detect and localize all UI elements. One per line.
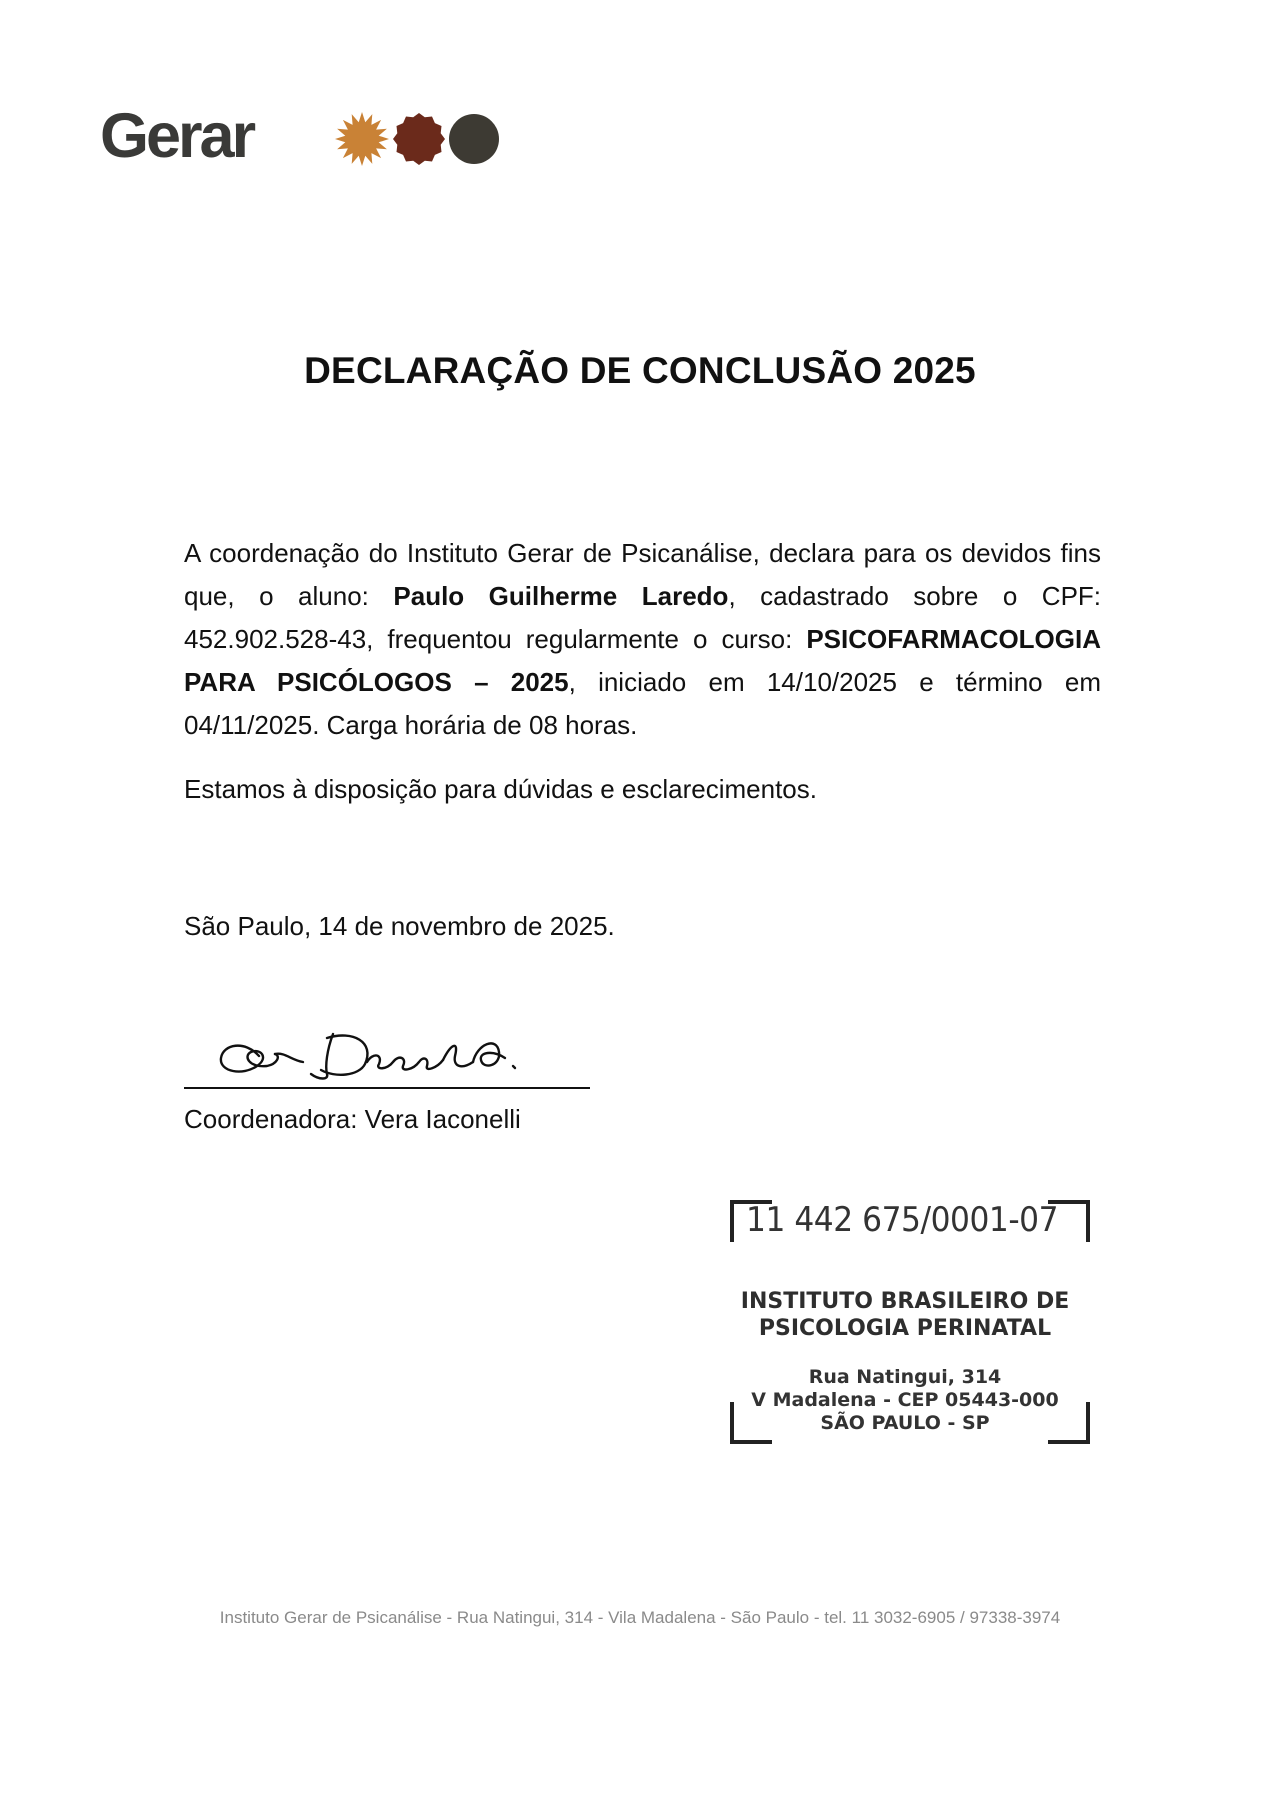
closing-sentence: Estamos à disposição para dúvidas e esclarecimentos. xyxy=(184,774,817,804)
logo-wordmark: Gerar xyxy=(100,101,254,171)
logo-mark-icon xyxy=(334,110,504,168)
signature-line xyxy=(184,1087,590,1089)
place-date: São Paulo, 14 de novembro de 2025. xyxy=(184,911,615,941)
stamp-address-line-2: V Madalena - CEP 05443-000 xyxy=(751,1389,1059,1411)
paragraph-part-2: , cadastrado sobre o CPF: 452.902.528-43, frequentou regularmente o curso: xyxy=(184,581,1102,654)
paragraph-part-3: , iniciado em 14/10/2025 e término em 04/11/2025. Carga horária de 08 horas. xyxy=(184,667,1101,740)
stamp-address-line-1: Rua Natingui, 314 xyxy=(808,1366,1002,1388)
course-name: PSICOFARMACOLOGIA PARA PSICÓLOGOS – 2025 xyxy=(184,624,1101,697)
stamp-org-line-2: PSICOLOGIA PERINATAL xyxy=(758,1316,1052,1341)
star-shape xyxy=(335,112,389,166)
circle-shape xyxy=(449,114,499,164)
stamp-organization xyxy=(720,1288,1090,1342)
page-footer: Instituto Gerar de Psicanálise - Rua Natingui, 314 - Vila Madalena - São Paulo - tel. 11 3032-6905 / 97338-3974 xyxy=(219,1608,1061,1627)
stamp-org-line-1: INSTITUTO BRASILEIRO DE xyxy=(740,1289,1070,1314)
flower-shape xyxy=(393,113,445,165)
declaration-paragraph xyxy=(184,532,1101,747)
cnpj-stamp xyxy=(720,1180,1110,1450)
paragraph-part-1: A coordenação do Instituto Gerar de Psicanálise, declara para os devidos fins que, o aluno: xyxy=(184,538,1101,611)
stamp-cnpj: 11 442 675/0001-07 xyxy=(746,1200,1059,1240)
stamp-address xyxy=(720,1366,1090,1435)
document-title: DECLARAÇÃO DE CONCLUSÃO 2025 xyxy=(304,350,976,391)
student-name: Paulo Guilherme Laredo xyxy=(393,581,729,611)
handwritten-signature xyxy=(215,1022,535,1088)
stamp-address-line-3: SÃO PAULO - SP xyxy=(820,1412,990,1434)
signer-name: Coordenadora: Vera Iaconelli xyxy=(184,1104,521,1134)
